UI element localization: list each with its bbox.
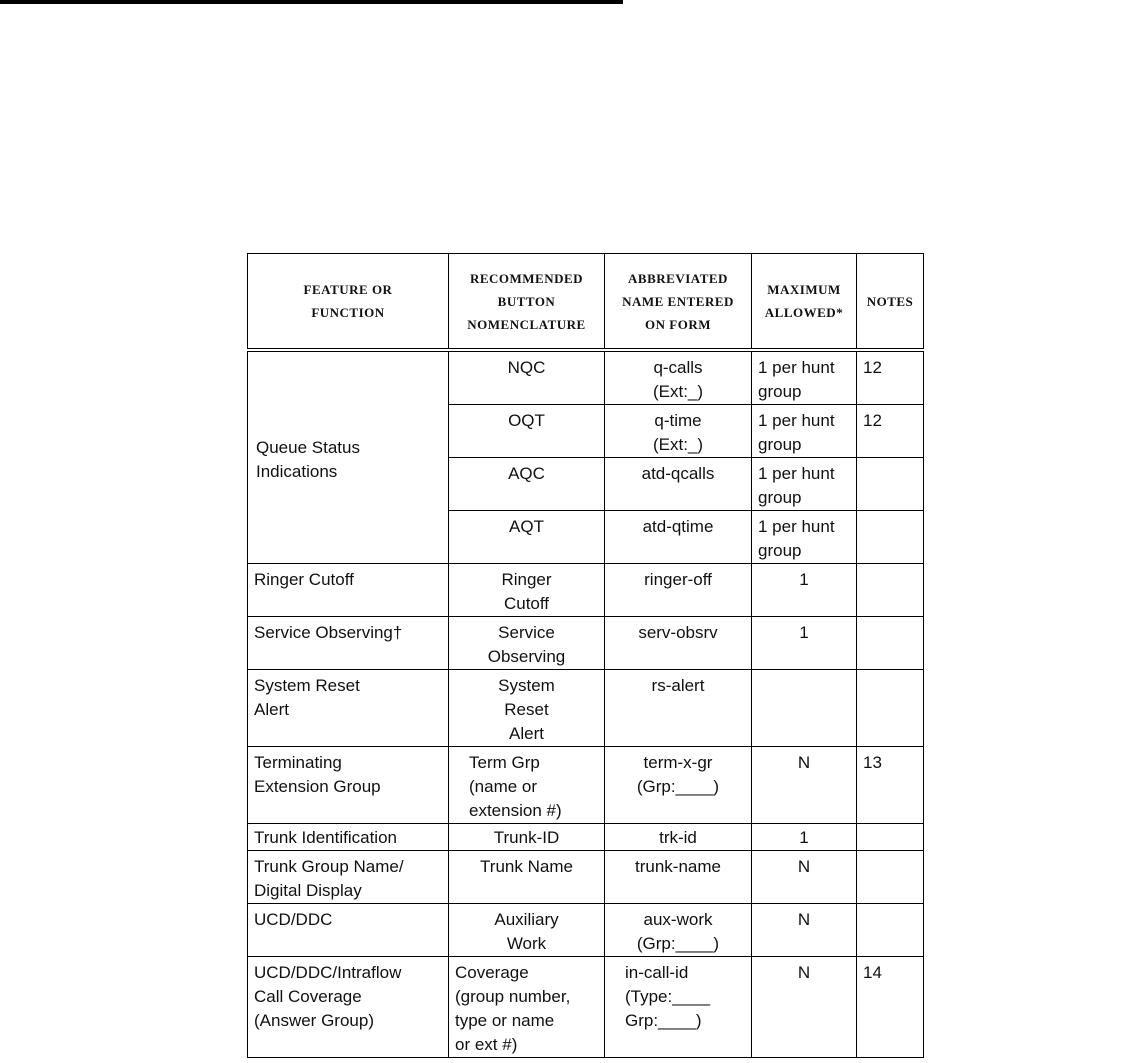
abbrev-cell: aux-work (Grp:____) [605, 904, 752, 957]
table-row [248, 670, 924, 747]
top-rule [0, 0, 623, 4]
button-cell: System Reset Alert [449, 670, 605, 747]
notes-cell: 14 [857, 957, 924, 1058]
table-row [248, 851, 924, 904]
max-cell: 1 per hunt group [752, 458, 857, 511]
feature-cell: UCD/DDC [248, 904, 449, 957]
notes-cell [857, 564, 924, 617]
header-abbrev: ABBREVIATED NAME ENTERED ON FORM [605, 254, 752, 351]
button-cell: Service Observing [449, 617, 605, 670]
notes-cell [857, 511, 924, 564]
max-cell: 1 per hunt group [752, 511, 857, 564]
abbrev-cell: trk-id [605, 824, 752, 851]
header-row [248, 254, 924, 351]
notes-cell [857, 617, 924, 670]
abbrev-cell: trunk-name [605, 851, 752, 904]
feature-cell: Trunk Group Name/ Digital Display [248, 851, 449, 904]
notes-cell: 13 [857, 747, 924, 824]
button-cell: Trunk-ID [449, 824, 605, 851]
abbrev-cell: q-calls (Ext:_) [605, 350, 752, 405]
table-row [248, 617, 924, 670]
table-row [248, 957, 924, 1058]
abbrev-cell: term-x-gr (Grp:____) [605, 747, 752, 824]
notes-cell [857, 458, 924, 511]
max-cell: 1 [752, 617, 857, 670]
button-cell: Auxiliary Work [449, 904, 605, 957]
max-cell: N [752, 957, 857, 1058]
button-cell: Coverage (group number, type or name or ext #) [449, 957, 605, 1058]
table-row [248, 824, 924, 851]
notes-cell [857, 851, 924, 904]
max-cell: 1 per hunt group [752, 350, 857, 405]
abbrev-cell: q-time (Ext:_) [605, 405, 752, 458]
max-cell: 1 [752, 824, 857, 851]
header-button: RECOMMENDED BUTTON NOMENCLATURE [449, 254, 605, 351]
header-max: MAXIMUM ALLOWED* [752, 254, 857, 351]
max-cell: 1 per hunt group [752, 405, 857, 458]
feature-cell: Trunk Identification [248, 824, 449, 851]
max-cell: N [752, 851, 857, 904]
feature-cell: UCD/DDC/Intraflow Call Coverage (Answer Group) [248, 957, 449, 1058]
abbrev-cell: ringer-off [605, 564, 752, 617]
abbrev-cell: serv-obsrv [605, 617, 752, 670]
table-row [248, 747, 924, 824]
feature-cell: Queue Status Indications [248, 350, 449, 564]
notes-cell: 12 [857, 405, 924, 458]
notes-cell [857, 824, 924, 851]
abbrev-cell: atd-qcalls [605, 458, 752, 511]
button-cell: NQC [449, 350, 605, 405]
abbrev-cell: rs-alert [605, 670, 752, 747]
notes-cell: 12 [857, 350, 924, 405]
button-cell: AQC [449, 458, 605, 511]
abbrev-cell: in-call-id (Type:____ Grp:____) [605, 957, 752, 1058]
feature-cell: Ringer Cutoff [248, 564, 449, 617]
button-nomenclature-table [247, 253, 924, 1058]
feature-cell: System Reset Alert [248, 670, 449, 747]
button-cell: OQT [449, 405, 605, 458]
max-cell: 1 [752, 564, 857, 617]
notes-cell [857, 670, 924, 747]
button-cell: AQT [449, 511, 605, 564]
max-cell: N [752, 747, 857, 824]
notes-cell [857, 904, 924, 957]
table-row [248, 564, 924, 617]
table-row [248, 350, 924, 405]
button-cell: Term Grp (name or extension #) [449, 747, 605, 824]
table-row [248, 904, 924, 957]
button-cell: Trunk Name [449, 851, 605, 904]
abbrev-cell: atd-qtime [605, 511, 752, 564]
button-cell: Ringer Cutoff [449, 564, 605, 617]
max-cell [752, 670, 857, 747]
feature-cell: Terminating Extension Group [248, 747, 449, 824]
feature-cell: Service Observing† [248, 617, 449, 670]
header-feature: FEATURE OR FUNCTION [248, 254, 449, 351]
header-notes: NOTES [857, 254, 924, 351]
max-cell: N [752, 904, 857, 957]
